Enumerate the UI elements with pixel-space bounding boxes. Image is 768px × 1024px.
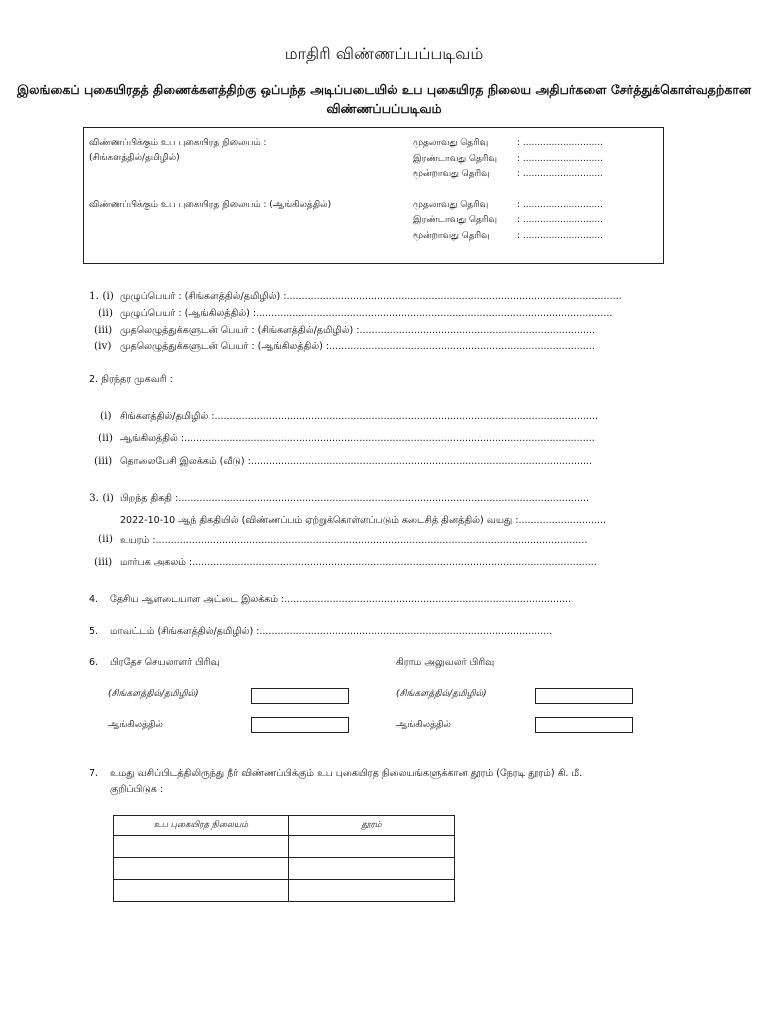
distance-cell[interactable] bbox=[289, 858, 455, 880]
q3-num-ii: (ii) bbox=[98, 533, 113, 545]
choice-3-field[interactable]: : ............................ bbox=[517, 169, 603, 179]
q1-num-iii: (iii) bbox=[94, 324, 113, 336]
q3-num-i: 3. (i) bbox=[89, 492, 114, 504]
q3-num-iii: (iii) bbox=[94, 556, 113, 568]
q1-initials-si-ta[interactable]: முதலெழுத்துக்களுடன் பெயர் : (சிங்களத்தில்/தமிழில்) :.............................................................................. bbox=[120, 325, 596, 336]
choice-3-label: மூன்றாவது தெரிவு bbox=[413, 169, 490, 179]
choice-en-3-label: மூன்றாவது தெரிவு bbox=[413, 231, 490, 241]
q7-question-line1: உமது வசிப்பிடத்திலிருந்து நீர் விண்ணப்பிக்கும் உப புகையிரத நிலையங்களுக்கான தூரம் (நேரடி தூரம்) கி. மீ. bbox=[110, 768, 583, 779]
q6-gn-en-input[interactable] bbox=[535, 717, 633, 733]
choice-en-1-field[interactable]: : ............................ bbox=[517, 200, 603, 210]
q3-age[interactable]: 2022-10-10 ஆந் திகதியில் (விண்ணப்பம் ஏற்றுக்கொள்ளப்படும் கடைசித் தினத்தில்) வயது :............................. bbox=[120, 515, 607, 526]
q6-gn-si-ta-label: (சிங்களத்தில்/தமிழில்) bbox=[396, 689, 487, 699]
q3-date-of-birth[interactable]: பிறந்த திகதி :........................................................................................................................................ bbox=[120, 493, 589, 504]
q6-ds-en-label: ஆங்கிலத்தில் bbox=[108, 720, 163, 730]
station-cell[interactable] bbox=[114, 858, 289, 880]
form-title: மாதிரி விண்ணப்பப்படிவம் bbox=[284, 44, 484, 63]
q1-initials-en[interactable]: முதலெழுத்துக்களுடன் பெயர் : (ஆங்கிலத்தில்) :........................................................................................ bbox=[120, 341, 595, 352]
q1-num-i: 1. (i) bbox=[89, 290, 114, 302]
q6-ds-si-ta-label: (சிங்களத்தில்/தமிழில்) bbox=[108, 689, 199, 699]
q6-gn-si-ta-input[interactable] bbox=[535, 688, 633, 704]
q2-phone-home[interactable]: தொலைபேசி இலக்கம் (வீடு) :................................................................................................................. bbox=[120, 456, 593, 467]
q1-num-ii: (ii) bbox=[98, 307, 113, 319]
q2-address-si-ta[interactable]: சிங்களத்தில்/தமிழில் :............................................................................................................................... bbox=[120, 411, 598, 422]
distance-table-header bbox=[114, 816, 455, 836]
station-en-label: விண்ணப்பிக்கும் உப புகையிரத நிலையம் : (ஆங்கிலத்தில்) bbox=[89, 200, 332, 210]
q6-ds-si-ta-input[interactable] bbox=[251, 688, 349, 704]
q3-chest-width[interactable]: மார்பக அகலம் :...................................................................................................................................... bbox=[120, 557, 597, 568]
q2-num-ii: (ii) bbox=[98, 432, 113, 444]
choice-1-label: முதலாவது தெரிவு bbox=[413, 138, 489, 148]
distance-cell[interactable] bbox=[289, 880, 455, 902]
distance-cell[interactable] bbox=[289, 836, 455, 858]
choice-en-2-field[interactable]: : ............................ bbox=[517, 215, 603, 225]
choice-2-field[interactable]: : ............................ bbox=[517, 154, 603, 164]
station-cell[interactable] bbox=[114, 880, 289, 902]
station-si-ta-note: (சிங்களத்தில்/தமிழில்) bbox=[89, 153, 180, 163]
q4-nic-number[interactable]: தேசிய ஆளடையாள அட்டை இலக்கம் :............................................................................................... bbox=[110, 594, 572, 605]
q2-address-en[interactable]: ஆங்கிலத்தில் :........................................................................................................................................ bbox=[120, 433, 595, 444]
choice-2-label: இரண்டாவது தெரிவு bbox=[413, 154, 497, 164]
table-row bbox=[114, 858, 455, 880]
choice-1-field[interactable]: : ............................ bbox=[517, 138, 603, 148]
q6-gn-division-label: கிராம அலுவலர் பிரிவு bbox=[396, 657, 495, 668]
q4-num: 4. bbox=[89, 594, 99, 605]
station-si-ta-label: விண்ணப்பிக்கும் உப புகையிரத நிலையம் : bbox=[89, 138, 267, 148]
distance-table bbox=[113, 815, 455, 902]
q1-fullname-en[interactable]: முழுப்பெயர் : (ஆங்கிலத்தில்) :...................................................................................................................... bbox=[120, 308, 613, 319]
q7-question-line2: குறிப்பிடுக : bbox=[110, 784, 164, 795]
q6-num: 6. bbox=[89, 657, 99, 668]
choice-en-1-label: முதலாவது தெரிவு bbox=[413, 200, 489, 210]
q6-gn-en-label: ஆங்கிலத்தில் bbox=[396, 720, 451, 730]
table-row bbox=[114, 836, 455, 858]
q5-num: 5. bbox=[89, 626, 99, 637]
col-distance-header: தூரம் bbox=[289, 816, 455, 836]
choice-en-3-field[interactable]: : ............................ bbox=[517, 231, 603, 241]
q2-heading: 2. நிரந்தர முகவரி : bbox=[89, 374, 173, 385]
choice-en-2-label: இரண்டாவது தெரிவு bbox=[413, 215, 497, 225]
q2-num-i: (i) bbox=[100, 410, 112, 422]
q7-num: 7. bbox=[89, 768, 99, 779]
form-subtitle: இலங்கைப் புகையிரதத் திணைக்களத்திற்கு ஒப்பந்த அடிப்படையில் உப புகையிரத நிலைய அதிபர்களை சேர்த்துக்கொள்வதற்கான விண்ணப்பப்படிவம் bbox=[17, 82, 751, 116]
q1-num-iv: (iv) bbox=[94, 340, 112, 352]
q1-fullname-si-ta[interactable]: முழுப்பெயர் : (சிங்களத்தில்/தமிழில்) :............................................................................................................... bbox=[120, 291, 622, 302]
table-row bbox=[114, 880, 455, 902]
q2-num-iii: (iii) bbox=[94, 455, 113, 467]
col-station-header: உப புகையிரத நிலையம் bbox=[114, 816, 289, 836]
q6-ds-en-input[interactable] bbox=[251, 717, 349, 733]
q6-ds-division-label: பிரதேச செயலாளர் பிரிவு bbox=[110, 657, 220, 668]
q3-height[interactable]: உயரம் :............................................................................................................................................... bbox=[120, 535, 588, 546]
station-cell[interactable] bbox=[114, 836, 289, 858]
q5-district[interactable]: மாவட்டம் (சிங்களத்தில்/தமிழில்) :................................................................................................. bbox=[110, 626, 553, 637]
